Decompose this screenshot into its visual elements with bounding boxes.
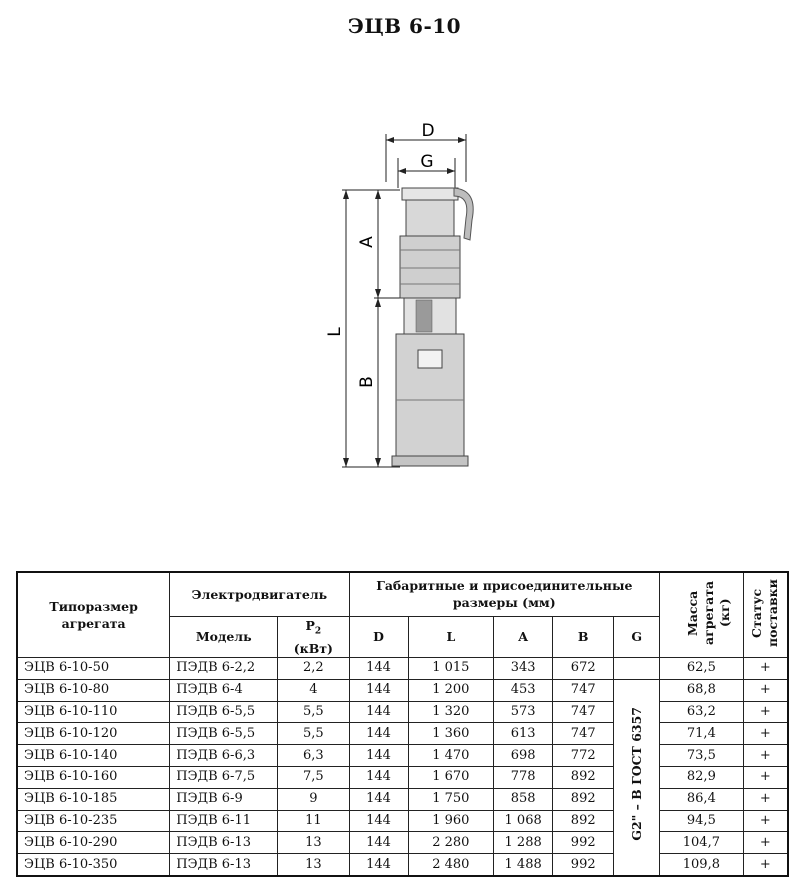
cell-mass: 71,4 <box>660 723 744 745</box>
cell-status: + <box>743 723 788 745</box>
dim-B-arrow-top <box>375 298 381 307</box>
cell-mass: 62,5 <box>660 658 744 680</box>
cell-L: 1 670 <box>408 766 494 788</box>
page-title: ЭЦВ 6-10 <box>347 14 462 38</box>
cell-A: 1 068 <box>494 810 553 832</box>
cell-status: + <box>743 658 788 680</box>
cell-A: 1 288 <box>494 832 553 854</box>
cell-L: 1 750 <box>408 788 494 810</box>
cell-L: 1 200 <box>408 679 494 701</box>
dim-D-arrow-right <box>458 137 466 143</box>
cell-model: ПЭДВ 6-13 <box>170 854 278 876</box>
cell-type: ЭЦВ 6-10-185 <box>17 788 170 810</box>
intake-grille <box>416 300 432 332</box>
header-mass: Масса агрегата (кг) <box>685 580 733 646</box>
header-power <box>278 616 349 658</box>
cell-D: 144 <box>349 832 408 854</box>
header-dims: Габаритные и присоединительные размеры (мм) <box>349 572 660 616</box>
cell-model: ПЭДВ 6-13 <box>170 832 278 854</box>
table-row <box>17 854 788 876</box>
cell-D: 144 <box>349 854 408 876</box>
cell-L: 1 320 <box>408 701 494 723</box>
cell-B: 747 <box>553 679 614 701</box>
cell-power: 9 <box>278 788 349 810</box>
cell-L: 1 360 <box>408 723 494 745</box>
header-D: D <box>349 616 408 658</box>
cable-icon <box>454 188 473 240</box>
cell-B: 892 <box>553 810 614 832</box>
cell-G <box>614 679 660 876</box>
pump-head <box>402 188 458 200</box>
cell-L: 2 480 <box>408 854 494 876</box>
table-row <box>17 723 788 745</box>
cell-D: 144 <box>349 766 408 788</box>
table-row <box>17 766 788 788</box>
cell-A: 858 <box>494 788 553 810</box>
nameplate <box>418 350 442 368</box>
table-row <box>17 658 788 680</box>
cell-B: 892 <box>553 766 614 788</box>
cell-D: 144 <box>349 723 408 745</box>
cell-A: 573 <box>494 701 553 723</box>
cell-B: 672 <box>553 658 614 680</box>
cell-A: 698 <box>494 745 553 767</box>
cell-power: 5,5 <box>278 723 349 745</box>
dim-G-label: G <box>420 152 434 172</box>
cell-mass: 104,7 <box>660 832 744 854</box>
cell-D: 144 <box>349 745 408 767</box>
cell-type: ЭЦВ 6-10-235 <box>17 810 170 832</box>
spec-table-body <box>17 658 788 876</box>
cell-D: 144 <box>349 701 408 723</box>
dim-L-label: L <box>325 327 345 337</box>
cell-type: ЭЦВ 6-10-290 <box>17 832 170 854</box>
cell-status: + <box>743 766 788 788</box>
header-power-p: P <box>305 617 315 633</box>
header-status-cell <box>743 572 788 658</box>
cell-status: + <box>743 854 788 876</box>
cell-D: 144 <box>349 679 408 701</box>
dim-L-arrow-bottom <box>343 458 349 467</box>
cell-mass: 63,2 <box>660 701 744 723</box>
cell-status: + <box>743 832 788 854</box>
cell-L: 1 015 <box>408 658 494 680</box>
dim-G-arrow-right <box>447 168 455 174</box>
spec-table <box>16 571 789 877</box>
cell-power: 13 <box>278 832 349 854</box>
cell-L: 1 960 <box>408 810 494 832</box>
cell-B: 992 <box>553 854 614 876</box>
pump-upper-stage <box>406 200 454 236</box>
header-L: L <box>408 616 494 658</box>
cell-power: 6,3 <box>278 745 349 767</box>
cell-B: 747 <box>553 723 614 745</box>
table-row <box>17 745 788 767</box>
cell-D: 144 <box>349 788 408 810</box>
cell-B: 747 <box>553 701 614 723</box>
cell-D: 144 <box>349 658 408 680</box>
pump-svg <box>320 110 500 480</box>
cell-type: ЭЦВ 6-10-80 <box>17 679 170 701</box>
cell-A: 453 <box>494 679 553 701</box>
cell-mass: 94,5 <box>660 810 744 832</box>
cell-model: ПЭДВ 6-5,5 <box>170 701 278 723</box>
motor-base <box>392 456 468 466</box>
cell-status: + <box>743 701 788 723</box>
cell-type: ЭЦВ 6-10-50 <box>17 658 170 680</box>
cell-A: 778 <box>494 766 553 788</box>
header-model: Модель <box>170 616 278 658</box>
cell-status: + <box>743 788 788 810</box>
cell-status: + <box>743 679 788 701</box>
header-status: Статус поставки <box>749 579 781 647</box>
cell-power: 13 <box>278 854 349 876</box>
table-row <box>17 832 788 854</box>
dim-L-arrow-top <box>343 190 349 199</box>
cell-status: + <box>743 810 788 832</box>
dim-B-label: B <box>357 376 377 388</box>
table-row <box>17 679 788 701</box>
cell-mass: 82,9 <box>660 766 744 788</box>
header-G: G <box>614 616 660 658</box>
cell-B: 892 <box>553 788 614 810</box>
dim-A-arrow-top <box>375 190 381 199</box>
header-power-sub: 2 <box>314 626 322 636</box>
cell-power: 7,5 <box>278 766 349 788</box>
cell-D: 144 <box>349 810 408 832</box>
cell-type: ЭЦВ 6-10-140 <box>17 745 170 767</box>
cell-L: 1 470 <box>408 745 494 767</box>
cell-B: 772 <box>553 745 614 767</box>
cell-type: ЭЦВ 6-10-160 <box>17 766 170 788</box>
header-power-unit: (кВт) <box>293 641 333 656</box>
dim-D-arrow-left <box>386 137 394 143</box>
cell-model: ПЭДВ 6-9 <box>170 788 278 810</box>
cell-type: ЭЦВ 6-10-120 <box>17 723 170 745</box>
header-type: Типоразмер агрегата <box>17 572 170 658</box>
cell-type: ЭЦВ 6-10-110 <box>17 701 170 723</box>
cell-A: 613 <box>494 723 553 745</box>
table-row <box>17 788 788 810</box>
cell-type: ЭЦВ 6-10-350 <box>17 854 170 876</box>
cell-status: + <box>743 745 788 767</box>
cell-power: 4 <box>278 679 349 701</box>
dim-A-arrow-bottom <box>375 289 381 298</box>
cell-G-empty <box>614 658 660 680</box>
dim-D-label: D <box>421 121 435 141</box>
header-motor: Электродвигатель <box>170 572 349 616</box>
cell-L: 2 280 <box>408 832 494 854</box>
cell-model: ПЭДВ 6-5,5 <box>170 723 278 745</box>
header-mass-cell <box>660 572 744 658</box>
table-row <box>17 701 788 723</box>
cell-power: 11 <box>278 810 349 832</box>
header-B: B <box>553 616 614 658</box>
table-row <box>17 810 788 832</box>
dim-B-arrow-bottom <box>375 458 381 467</box>
pump-dimension-drawing <box>320 110 500 480</box>
g-thread-label: G2" – B ГОСТ 6357 <box>628 707 644 841</box>
cell-power: 5,5 <box>278 701 349 723</box>
cell-mass: 86,4 <box>660 788 744 810</box>
cell-model: ПЭДВ 6-2,2 <box>170 658 278 680</box>
cell-power: 2,2 <box>278 658 349 680</box>
cell-model: ПЭДВ 6-7,5 <box>170 766 278 788</box>
header-A: A <box>494 616 553 658</box>
cell-A: 343 <box>494 658 553 680</box>
cell-model: ПЭДВ 6-6,3 <box>170 745 278 767</box>
cell-model: ПЭДВ 6-11 <box>170 810 278 832</box>
cell-A: 1 488 <box>494 854 553 876</box>
cell-mass: 109,8 <box>660 854 744 876</box>
dim-G-arrow-left <box>398 168 406 174</box>
cell-mass: 68,8 <box>660 679 744 701</box>
cell-B: 992 <box>553 832 614 854</box>
pump-stages <box>400 236 460 298</box>
cell-model: ПЭДВ 6-4 <box>170 679 278 701</box>
cell-mass: 73,5 <box>660 745 744 767</box>
dim-A-label: A <box>357 236 377 248</box>
